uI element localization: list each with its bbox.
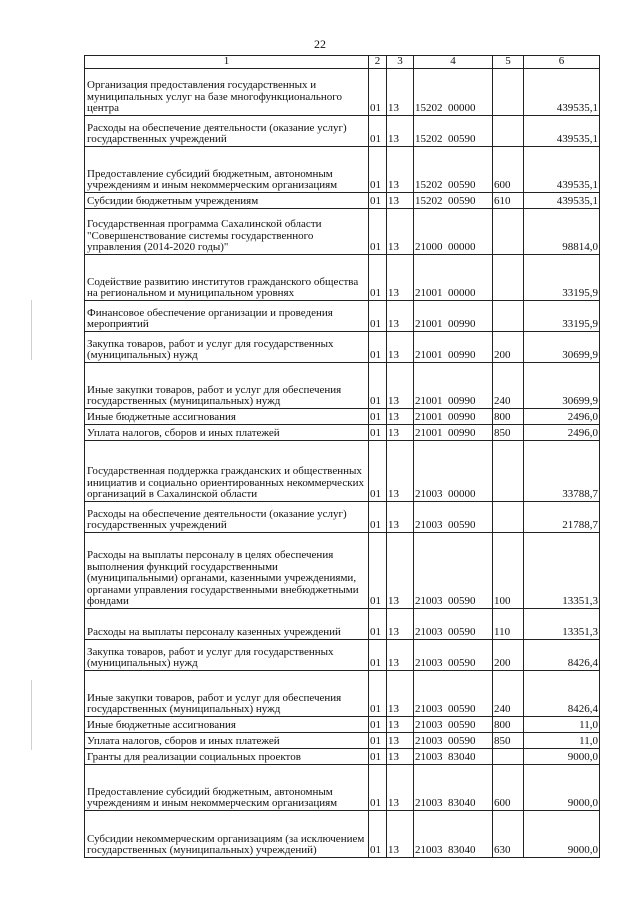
section-code: 01 xyxy=(369,639,387,670)
subsection-code: 13 xyxy=(387,716,414,732)
row-description: Иные закупки товаров, работ и услуг для обеспечения государственных (муниципальных) нужд xyxy=(85,362,369,408)
section-code: 01 xyxy=(369,68,387,115)
section-code: 01 xyxy=(369,362,387,408)
target-article-code: 21001 00990 xyxy=(414,331,493,362)
subsection-code: 13 xyxy=(387,300,414,331)
section-code: 01 xyxy=(369,501,387,532)
section-code: 01 xyxy=(369,748,387,764)
expense-type-code xyxy=(493,300,524,331)
row-description: Субсидии бюджетным учреждениям xyxy=(85,192,369,208)
table-row xyxy=(85,300,600,331)
section-code: 01 xyxy=(369,764,387,810)
expense-type-code xyxy=(493,68,524,115)
target-article-code: 21003 83040 xyxy=(414,764,493,810)
scan-edge-mark xyxy=(31,300,32,360)
expense-type-code xyxy=(493,254,524,300)
subsection-code: 13 xyxy=(387,608,414,639)
target-article-code: 15202 00000 xyxy=(414,68,493,115)
target-article-code: 15202 00590 xyxy=(414,146,493,192)
amount-value: 33195,9 xyxy=(524,300,600,331)
table-row xyxy=(85,810,600,857)
table-row xyxy=(85,408,600,424)
amount-value: 439535,1 xyxy=(524,146,600,192)
row-description: Иные бюджетные ассигнования xyxy=(85,408,369,424)
expense-type-code: 600 xyxy=(493,146,524,192)
subsection-code: 13 xyxy=(387,68,414,115)
target-article-code: 21003 00590 xyxy=(414,670,493,716)
subsection-code: 13 xyxy=(387,670,414,716)
table-row xyxy=(85,424,600,440)
row-description: Субсидии некоммерческим организациям (за исключением государственных (муниципальных) учреждений) xyxy=(85,810,369,857)
budget-table xyxy=(84,55,600,858)
subsection-code: 13 xyxy=(387,146,414,192)
table-row xyxy=(85,716,600,732)
section-code: 01 xyxy=(369,424,387,440)
target-article-code: 21003 00590 xyxy=(414,639,493,670)
amount-value: 11,0 xyxy=(524,732,600,748)
section-code: 01 xyxy=(369,608,387,639)
expense-type-code xyxy=(493,115,524,146)
subsection-code: 13 xyxy=(387,748,414,764)
table-row xyxy=(85,254,600,300)
column-header: 5 xyxy=(493,56,524,69)
amount-value: 8426,4 xyxy=(524,670,600,716)
row-description: Финансовое обеспечение организации и проведения мероприятий xyxy=(85,300,369,331)
row-description: Иные закупки товаров, работ и услуг для обеспечения государственных (муниципальных) нужд xyxy=(85,670,369,716)
expense-type-code xyxy=(493,208,524,254)
column-header: 6 xyxy=(524,56,600,69)
amount-value: 21788,7 xyxy=(524,501,600,532)
target-article-code: 21003 00000 xyxy=(414,440,493,501)
section-code: 01 xyxy=(369,670,387,716)
amount-value: 13351,3 xyxy=(524,532,600,608)
target-article-code: 21003 00590 xyxy=(414,532,493,608)
row-description: Расходы на обеспечение деятельности (оказание услуг) государственных учреждений xyxy=(85,115,369,146)
section-code: 01 xyxy=(369,300,387,331)
target-article-code: 21003 00590 xyxy=(414,501,493,532)
table-row xyxy=(85,639,600,670)
amount-value: 2496,0 xyxy=(524,424,600,440)
table-row xyxy=(85,331,600,362)
expense-type-code: 850 xyxy=(493,424,524,440)
section-code: 01 xyxy=(369,331,387,362)
amount-value: 2496,0 xyxy=(524,408,600,424)
table-row xyxy=(85,532,600,608)
target-article-code: 21001 00000 xyxy=(414,254,493,300)
target-article-code: 21001 00990 xyxy=(414,300,493,331)
expense-type-code: 240 xyxy=(493,362,524,408)
row-description: Государственная программа Сахалинской области "Совершенствование системы государственного управления (2014-2020 годы)" xyxy=(85,208,369,254)
subsection-code: 13 xyxy=(387,424,414,440)
subsection-code: 13 xyxy=(387,362,414,408)
row-description: Расходы на выплаты персоналу в целях обеспечения выполнения функций государственными (муниципальными) органами, казенными учреждениями, органами управления государственными внебюджетными фондами xyxy=(85,532,369,608)
table-row xyxy=(85,192,600,208)
page-number: 22 xyxy=(314,37,326,51)
section-code: 01 xyxy=(369,716,387,732)
subsection-code: 13 xyxy=(387,732,414,748)
amount-value: 439535,1 xyxy=(524,68,600,115)
section-code: 01 xyxy=(369,115,387,146)
expense-type-code: 110 xyxy=(493,608,524,639)
table-row xyxy=(85,115,600,146)
expense-type-code xyxy=(493,440,524,501)
expense-type-code: 850 xyxy=(493,732,524,748)
row-description: Предоставление субсидий бюджетным, автономным учреждениям и иным некоммерческим организациям xyxy=(85,146,369,192)
subsection-code: 13 xyxy=(387,440,414,501)
expense-type-code: 800 xyxy=(493,408,524,424)
amount-value: 439535,1 xyxy=(524,115,600,146)
table-row xyxy=(85,362,600,408)
row-description: Уплата налогов, сборов и иных платежей xyxy=(85,732,369,748)
amount-value: 8426,4 xyxy=(524,639,600,670)
amount-value: 9000,0 xyxy=(524,764,600,810)
target-article-code: 21001 00990 xyxy=(414,362,493,408)
target-article-code: 21001 00990 xyxy=(414,408,493,424)
table-row xyxy=(85,501,600,532)
subsection-code: 13 xyxy=(387,810,414,857)
scan-edge-mark xyxy=(31,680,32,750)
section-code: 01 xyxy=(369,732,387,748)
subsection-code: 13 xyxy=(387,532,414,608)
row-description: Расходы на обеспечение деятельности (оказание услуг) государственных учреждений xyxy=(85,501,369,532)
row-description: Расходы на выплаты персоналу казенных учреждений xyxy=(85,608,369,639)
table-row xyxy=(85,440,600,501)
expense-type-code: 600 xyxy=(493,764,524,810)
subsection-code: 13 xyxy=(387,254,414,300)
column-header: 1 xyxy=(85,56,369,69)
amount-value: 98814,0 xyxy=(524,208,600,254)
row-description: Содействие развитию институтов гражданского общества на региональном и муниципальном уровнях xyxy=(85,254,369,300)
column-header: 2 xyxy=(369,56,387,69)
target-article-code: 21003 00590 xyxy=(414,608,493,639)
amount-value: 9000,0 xyxy=(524,748,600,764)
target-article-code: 21003 83040 xyxy=(414,748,493,764)
table-row xyxy=(85,764,600,810)
section-code: 01 xyxy=(369,810,387,857)
table-row xyxy=(85,748,600,764)
table-row xyxy=(85,208,600,254)
target-article-code: 21003 00590 xyxy=(414,716,493,732)
target-article-code: 15202 00590 xyxy=(414,192,493,208)
subsection-code: 13 xyxy=(387,764,414,810)
section-code: 01 xyxy=(369,208,387,254)
section-code: 01 xyxy=(369,532,387,608)
amount-value: 30699,9 xyxy=(524,362,600,408)
table-row xyxy=(85,670,600,716)
amount-value: 11,0 xyxy=(524,716,600,732)
subsection-code: 13 xyxy=(387,501,414,532)
amount-value: 439535,1 xyxy=(524,192,600,208)
row-description: Закупка товаров, работ и услуг для государственных (муниципальных) нужд xyxy=(85,331,369,362)
expense-type-code: 200 xyxy=(493,639,524,670)
expense-type-code: 100 xyxy=(493,532,524,608)
row-description: Гранты для реализации социальных проектов xyxy=(85,748,369,764)
row-description: Закупка товаров, работ и услуг для государственных (муниципальных) нужд xyxy=(85,639,369,670)
target-article-code: 21003 83040 xyxy=(414,810,493,857)
expense-type-code xyxy=(493,501,524,532)
subsection-code: 13 xyxy=(387,408,414,424)
expense-type-code xyxy=(493,748,524,764)
amount-value: 33195,9 xyxy=(524,254,600,300)
column-header: 4 xyxy=(414,56,493,69)
table-row xyxy=(85,68,600,115)
amount-value: 13351,3 xyxy=(524,608,600,639)
expense-type-code: 200 xyxy=(493,331,524,362)
target-article-code: 15202 00590 xyxy=(414,115,493,146)
table-row xyxy=(85,608,600,639)
row-description: Государственная поддержка гражданских и общественных инициатив и социально ориентированных некоммерческих организаций в Сахалинской области xyxy=(85,440,369,501)
expense-type-code: 800 xyxy=(493,716,524,732)
expense-type-code: 630 xyxy=(493,810,524,857)
row-description: Предоставление субсидий бюджетным, автономным учреждениям и иным некоммерческим организациям xyxy=(85,764,369,810)
section-code: 01 xyxy=(369,146,387,192)
row-description: Уплата налогов, сборов и иных платежей xyxy=(85,424,369,440)
amount-value: 33788,7 xyxy=(524,440,600,501)
expense-type-code: 610 xyxy=(493,192,524,208)
section-code: 01 xyxy=(369,440,387,501)
subsection-code: 13 xyxy=(387,639,414,670)
expense-type-code: 240 xyxy=(493,670,524,716)
subsection-code: 13 xyxy=(387,192,414,208)
subsection-code: 13 xyxy=(387,115,414,146)
section-code: 01 xyxy=(369,254,387,300)
table-row xyxy=(85,146,600,192)
amount-value: 30699,9 xyxy=(524,331,600,362)
column-header: 3 xyxy=(387,56,414,69)
subsection-code: 13 xyxy=(387,208,414,254)
table-row xyxy=(85,732,600,748)
row-description: Иные бюджетные ассигнования xyxy=(85,716,369,732)
target-article-code: 21003 00590 xyxy=(414,732,493,748)
section-code: 01 xyxy=(369,192,387,208)
subsection-code: 13 xyxy=(387,331,414,362)
row-description: Организация предоставления государственных и муниципальных услуг на базе многофункционального центра xyxy=(85,68,369,115)
target-article-code: 21000 00000 xyxy=(414,208,493,254)
table-header-row xyxy=(85,56,600,69)
target-article-code: 21001 00990 xyxy=(414,424,493,440)
section-code: 01 xyxy=(369,408,387,424)
amount-value: 9000,0 xyxy=(524,810,600,857)
